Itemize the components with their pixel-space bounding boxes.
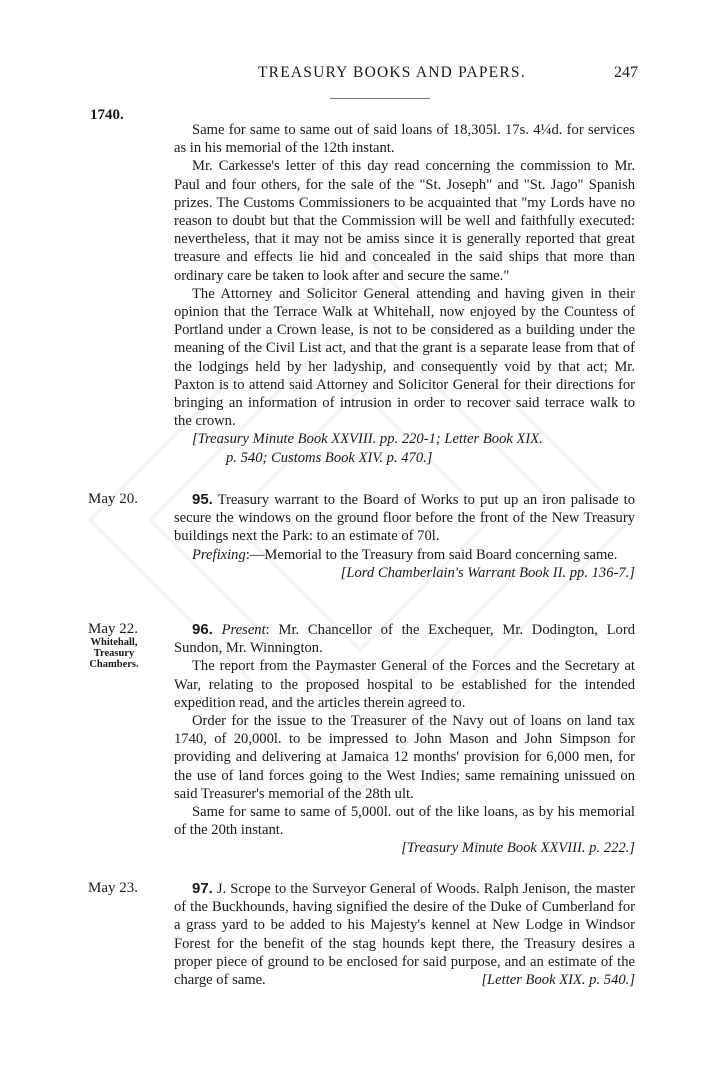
entry-date: May 20. bbox=[88, 491, 138, 507]
entry-96 bbox=[174, 621, 635, 858]
entry-number: 95. bbox=[192, 491, 213, 508]
paragraph: Same for same to same out of said loans of 18,305l. 17s. 4¼d. for services as in his memorial of the 12th instant. bbox=[174, 122, 635, 157]
citation: [Letter Book XIX. p. 540.] bbox=[481, 972, 635, 989]
paragraph: Same for same to same of 5,000l. out of the like loans, as by his memorial of the 20th instant. bbox=[174, 804, 635, 839]
entry-95 bbox=[174, 491, 635, 582]
paragraph: Order for the issue to the Treasurer of the Navy out of loans on land tax 1740, of 20,000l. to be impressed to John Mason and John Simpson for providing and delivering at Jamaica 12 months' provision for 6,000 men, for the use of land forces going to the West Indies; same remaining unissued on said Treasurer's memorial of the 28th ult. bbox=[174, 713, 635, 802]
prefixing-text: :—Memorial to the Treasury from said Board concerning same. bbox=[245, 546, 618, 563]
paragraph: Mr. Carkesse's letter of this day read concerning the commission to Mr. Paul and four others, for the sale of the "St. Joseph" and "St. Jago" Spanish prizes. The Customs Commissioners to be acquainted that "my Lords have no reason to doubt but that the Commission will be well and faithfully executed: nevertheless, that it may not be amiss since it is generally reported that great treasure and effects lie hid and concealed in the said ships that more than ordinary care be taken to look after and secure the same." bbox=[174, 158, 635, 284]
entry-number: 96. bbox=[192, 621, 213, 638]
entry-date: May 23. bbox=[88, 880, 138, 896]
present-label: Present bbox=[221, 622, 266, 638]
running-title: TREASURY BOOKS AND PAPERS. bbox=[258, 64, 526, 81]
citation: [Treasury Minute Book XXVIII. p. 222.] bbox=[401, 840, 635, 857]
entry-location: Whitehall, Treasury Chambers. bbox=[89, 637, 139, 670]
entry-date: May 22. bbox=[88, 621, 138, 637]
prefixing-label: Prefixing bbox=[192, 546, 246, 563]
continuation-block bbox=[174, 121, 635, 467]
entry-number: 97. bbox=[192, 880, 213, 897]
header-rule bbox=[330, 98, 430, 99]
paragraph: The report from the Paymaster General of the Forces and the Secretary at War, relating to the proposed hospital to be established for the intended expedition read, and the articles therein agreed to. bbox=[174, 658, 635, 711]
entry-97 bbox=[174, 880, 635, 989]
page-number: 247 bbox=[614, 64, 638, 81]
entry-text: J. Scrope to the Surveyor General of Woods. Ralph Jenison, the master of the Buckhounds, having signified the desire of the Duke of Cumberland for a grass yard to be added to his Majesty's kennel at New Lodge in Windsor Forest for the benefit of the stag hounds kept there, the Treasury desires a proper piece of ground to be enclosed for said purpose, and an estimate of the charge of same. bbox=[174, 881, 635, 989]
present-text: : Mr. Chancellor of the Exchequer, Mr. Dodington, Lord Sundon, Mr. Winnington. bbox=[174, 622, 636, 657]
entry-text: Treasury warrant to the Board of Works to put up an iron palisade to secure the windows on the ground floor before the front of the New Treasury buildings next the Park: to an estimate of 70l. bbox=[174, 492, 635, 545]
margin-year: 1740. bbox=[90, 107, 124, 123]
citation: [Lord Chamberlain's Warrant Book II. pp. 136-7.] bbox=[340, 564, 635, 581]
citation: [Treasury Minute Book XXVIII. pp. 220-1; Letter Book XIX. p. 540; Customs Book XIV. p. 470.] bbox=[192, 431, 543, 466]
paragraph: The Attorney and Solicitor General attending and having given in their opinion that the Terrace Walk at Whitehall, now enjoyed by the Countess of Portland under a Crown lease, is not to be considered as a building under the meaning of the Civil List act, and that the grant is a separate lease from that of the lodgings held by her ladyship, and consequently void by that act; Mr. Paxton is to attend said Attorney and Solicitor General for their directions for bringing an information of intrusion in order to recover said terrace walk to the crown. bbox=[174, 285, 635, 430]
